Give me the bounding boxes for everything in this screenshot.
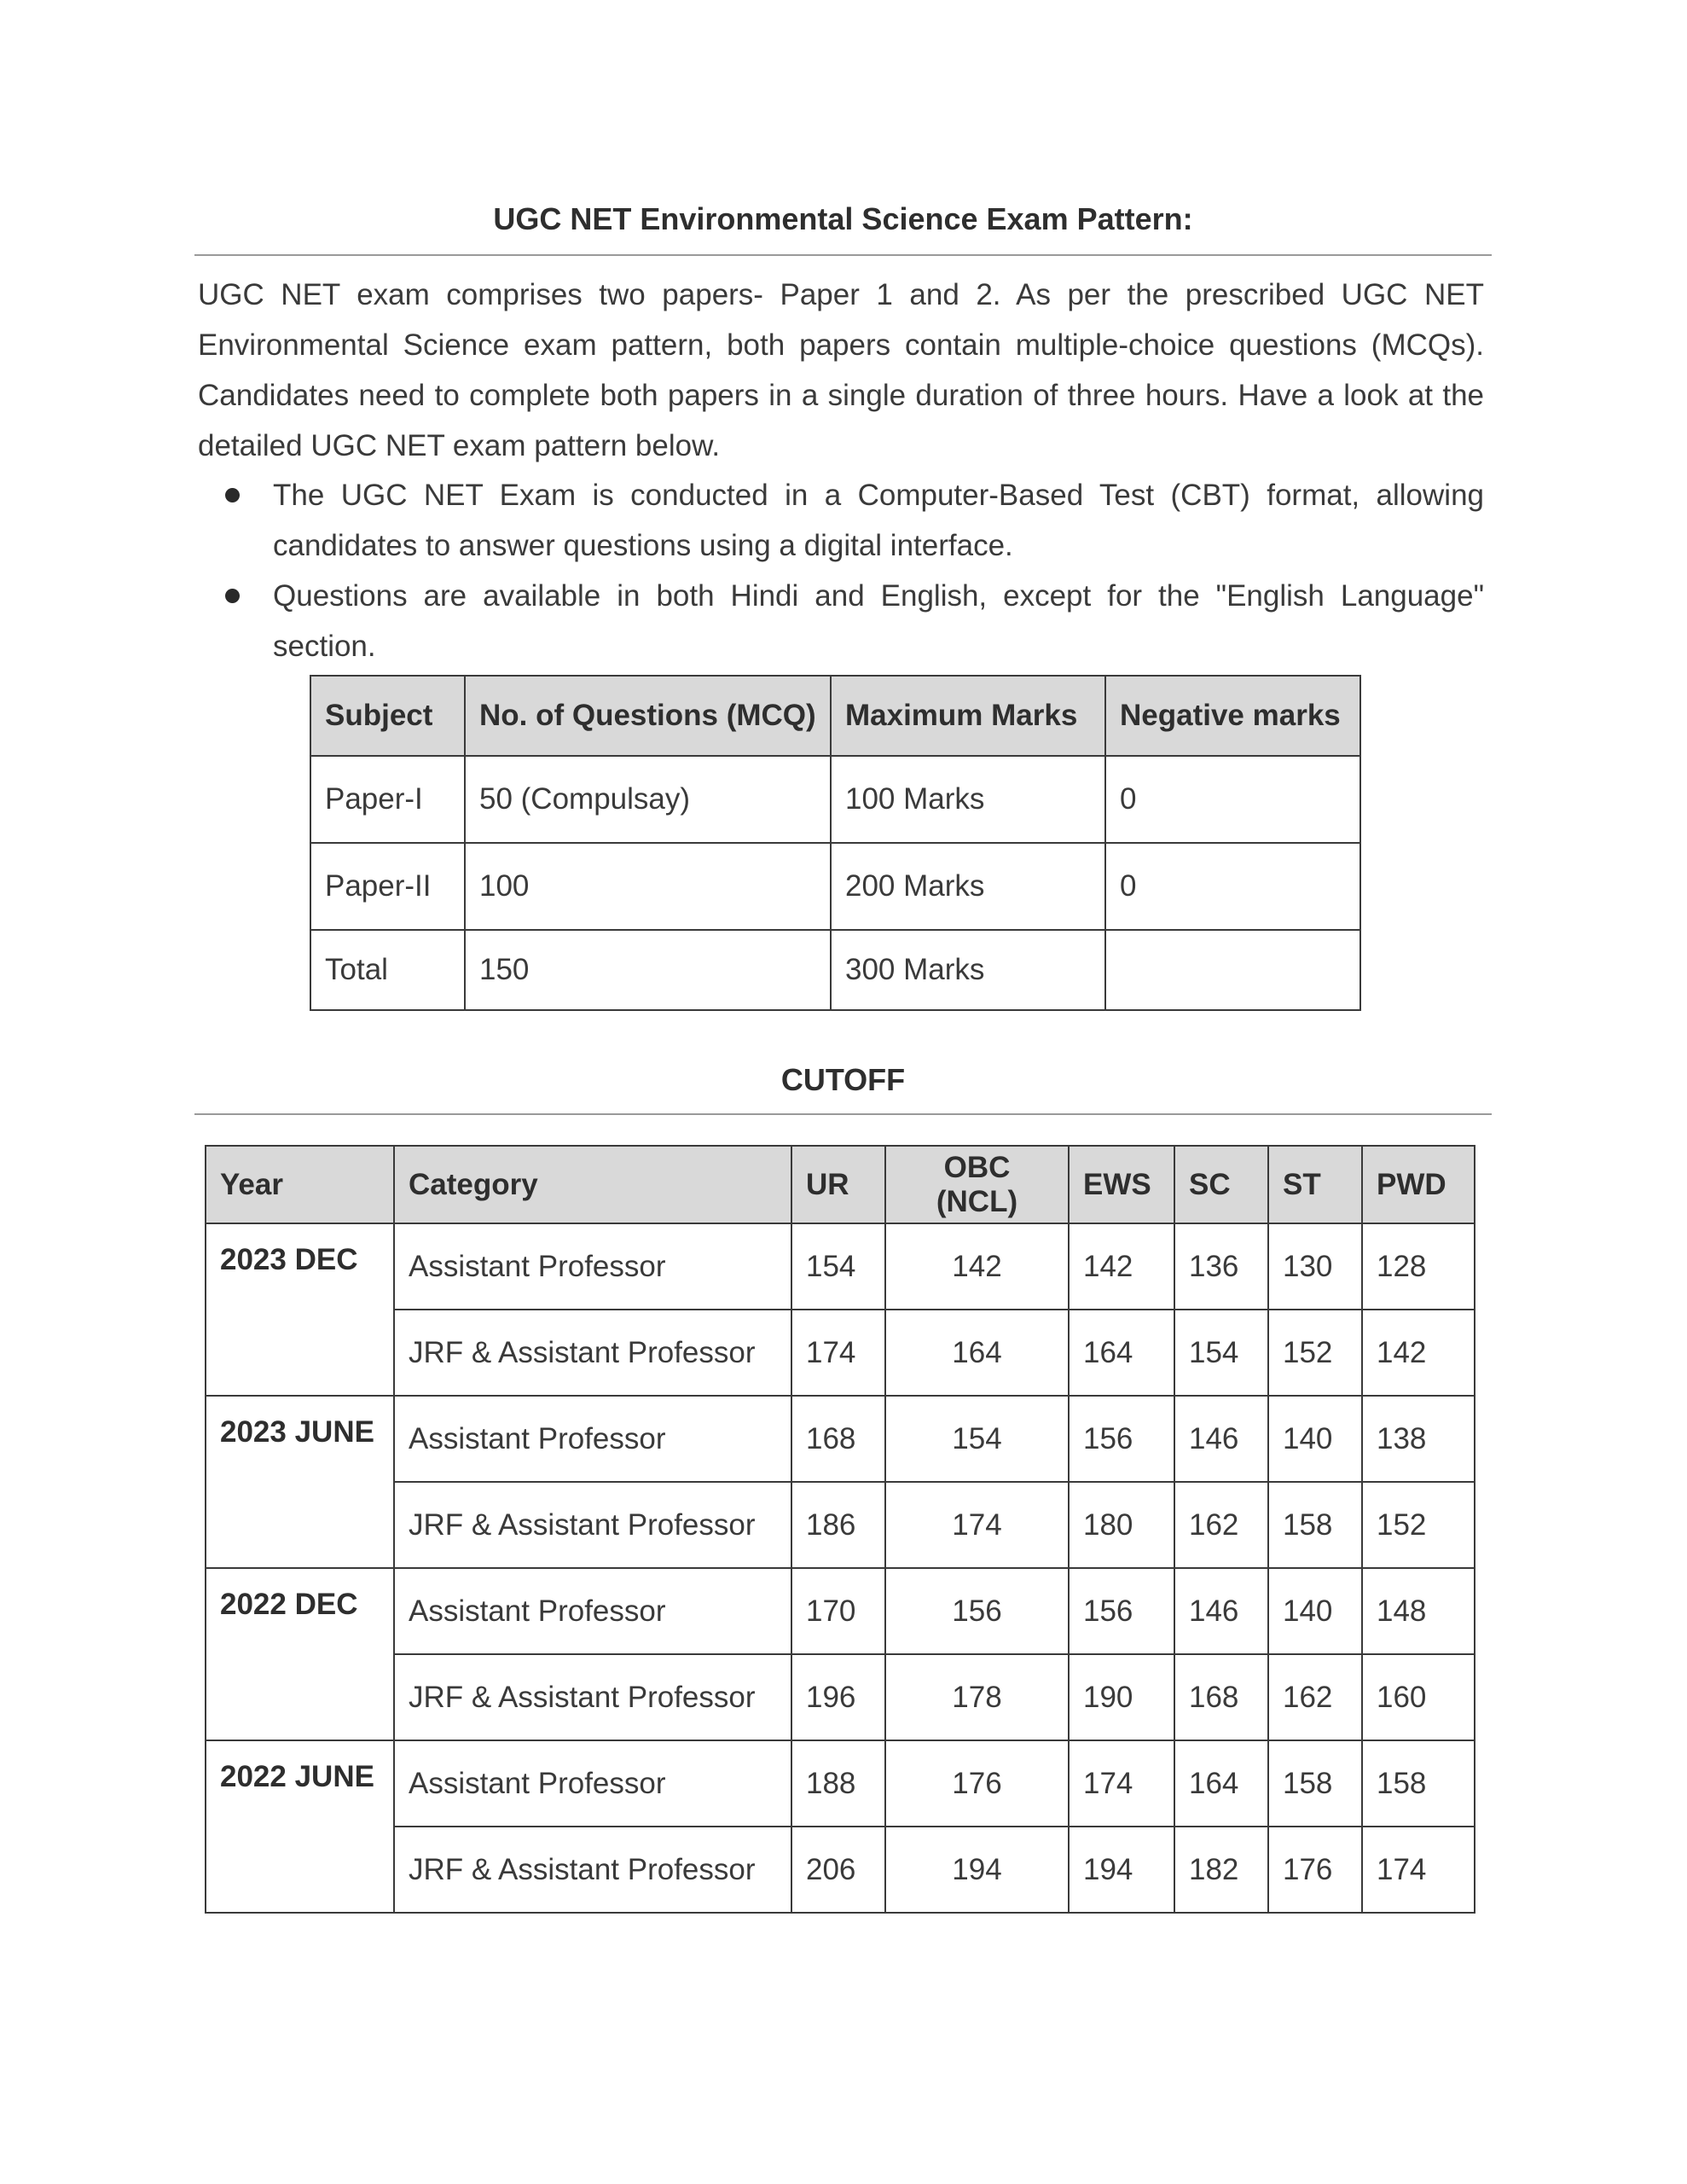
column-header: SC	[1174, 1146, 1268, 1223]
table-row	[206, 1223, 1475, 1310]
table-cell: 174	[1362, 1827, 1475, 1913]
table-cell: 152	[1268, 1310, 1362, 1396]
table-cell: 164	[1174, 1740, 1268, 1827]
table-cell: 176	[885, 1740, 1069, 1827]
bullet-icon	[225, 488, 240, 502]
table-cell: 188	[791, 1740, 885, 1827]
table-cell: JRF & Assistant Professor	[394, 1827, 791, 1913]
table-cell: Assistant Professor	[394, 1396, 791, 1482]
table-cell: 152	[1362, 1482, 1475, 1568]
table-cell: 164	[1069, 1310, 1174, 1396]
table-row	[206, 1827, 1475, 1913]
table-cell: 142	[885, 1223, 1069, 1310]
table-cell: JRF & Assistant Professor	[394, 1654, 791, 1740]
table-cell: 140	[1268, 1396, 1362, 1482]
table-cell: 154	[1174, 1310, 1268, 1396]
bullet-text: The UGC NET Exam is conducted in a Computer-Based Test (CBT) format, allowing candidates to answer questions using a digital interface.	[273, 479, 1484, 562]
table-cell: 100	[465, 843, 831, 930]
table-cell: Paper-I	[310, 756, 465, 843]
table-cell: 150	[465, 930, 831, 1010]
column-header: PWD	[1362, 1146, 1475, 1223]
table-cell: 194	[885, 1827, 1069, 1913]
table-cell: 158	[1362, 1740, 1475, 1827]
table-cell: 138	[1362, 1396, 1475, 1482]
table-cell: 100 Marks	[831, 756, 1105, 843]
bullet-list	[198, 470, 1484, 671]
table-cell: 174	[1069, 1740, 1174, 1827]
table-cell: 0	[1105, 843, 1360, 930]
table-cell: 164	[885, 1310, 1069, 1396]
table-cell: 50 (Compulsay)	[465, 756, 831, 843]
title-divider	[194, 254, 1492, 256]
table-cell: 194	[1069, 1827, 1174, 1913]
table-cell: 176	[1268, 1827, 1362, 1913]
column-header: Negative marks	[1105, 676, 1360, 756]
table-cell: 174	[791, 1310, 885, 1396]
table-row	[206, 1654, 1475, 1740]
table-cell: 196	[791, 1654, 885, 1740]
bullet-item	[198, 571, 1484, 671]
column-header: Maximum Marks	[831, 676, 1105, 756]
column-header: OBC (NCL)	[885, 1146, 1069, 1223]
intro-paragraph: UGC NET exam comprises two papers- Paper 1 and 2. As per the prescribed UGC NET Environmental Science exam pattern, both papers contain multiple-choice questions (MCQs). Candidates need to complete both papers in a single duration of three hours. Have a look at the detailed UGC NET exam pattern below.	[198, 278, 1484, 462]
column-header: Year	[206, 1146, 394, 1223]
table-cell: 146	[1174, 1568, 1268, 1654]
table-row	[206, 1396, 1475, 1482]
table-cell: 142	[1362, 1310, 1475, 1396]
table-cell: 206	[791, 1827, 885, 1913]
table-cell: 162	[1268, 1654, 1362, 1740]
table-cell: 136	[1174, 1223, 1268, 1310]
bullet-icon	[225, 589, 240, 603]
column-header: UR	[791, 1146, 885, 1223]
table-cell: 200 Marks	[831, 843, 1105, 930]
table-cell: 162	[1174, 1482, 1268, 1568]
page-title: UGC NET Environmental Science Exam Pattern:	[493, 201, 1193, 236]
table-row	[310, 756, 1360, 843]
table-cell: JRF & Assistant Professor	[394, 1310, 791, 1396]
table-cell: Assistant Professor	[394, 1223, 791, 1310]
column-header: No. of Questions (MCQ)	[465, 676, 831, 756]
bullet-text: Questions are available in both Hindi and English, except for the "English Language" section.	[273, 579, 1484, 663]
table-cell: 154	[885, 1396, 1069, 1482]
table-header-row	[206, 1146, 1475, 1223]
table-row	[206, 1310, 1475, 1396]
table-cell: 154	[791, 1223, 885, 1310]
table-cell: 156	[1069, 1568, 1174, 1654]
cutoff-divider	[194, 1113, 1492, 1115]
exam-pattern-table	[310, 675, 1361, 1011]
cutoff-heading: CUTOFF	[780, 1062, 906, 1097]
table-cell: 174	[885, 1482, 1069, 1568]
year-cell: 2022 DEC	[206, 1568, 394, 1740]
table-cell: 148	[1362, 1568, 1475, 1654]
table-cell: 146	[1174, 1396, 1268, 1482]
table-row	[310, 843, 1360, 930]
table-cell: 182	[1174, 1827, 1268, 1913]
column-header: EWS	[1069, 1146, 1174, 1223]
table-cell: 170	[791, 1568, 885, 1654]
table-row	[206, 1740, 1475, 1827]
year-cell: 2022 JUNE	[206, 1740, 394, 1913]
table-cell: 156	[885, 1568, 1069, 1654]
table-cell: 128	[1362, 1223, 1475, 1310]
cutoff-table	[205, 1145, 1475, 1914]
table-cell: 140	[1268, 1568, 1362, 1654]
bullet-item	[198, 470, 1484, 571]
table-cell: Assistant Professor	[394, 1740, 791, 1827]
table-cell: 156	[1069, 1396, 1174, 1482]
table-cell: Paper-II	[310, 843, 465, 930]
table-row	[206, 1482, 1475, 1568]
table-cell: 168	[1174, 1654, 1268, 1740]
table-cell	[1105, 930, 1360, 1010]
table-cell: Total	[310, 930, 465, 1010]
table-row	[206, 1568, 1475, 1654]
table-cell: 158	[1268, 1482, 1362, 1568]
table-cell: 178	[885, 1654, 1069, 1740]
table-row	[310, 930, 1360, 1010]
column-header: Subject	[310, 676, 465, 756]
table-cell: 300 Marks	[831, 930, 1105, 1010]
table-cell: 160	[1362, 1654, 1475, 1740]
table-cell: 168	[791, 1396, 885, 1482]
table-cell: 180	[1069, 1482, 1174, 1568]
table-header-row	[310, 676, 1360, 756]
column-header: ST	[1268, 1146, 1362, 1223]
table-cell: 190	[1069, 1654, 1174, 1740]
year-cell: 2023 DEC	[206, 1223, 394, 1396]
table-cell: 130	[1268, 1223, 1362, 1310]
table-cell: 0	[1105, 756, 1360, 843]
table-cell: 186	[791, 1482, 885, 1568]
table-cell: Assistant Professor	[394, 1568, 791, 1654]
table-cell: 158	[1268, 1740, 1362, 1827]
year-cell: 2023 JUNE	[206, 1396, 394, 1568]
table-cell: 142	[1069, 1223, 1174, 1310]
column-header: Category	[394, 1146, 791, 1223]
table-cell: JRF & Assistant Professor	[394, 1482, 791, 1568]
